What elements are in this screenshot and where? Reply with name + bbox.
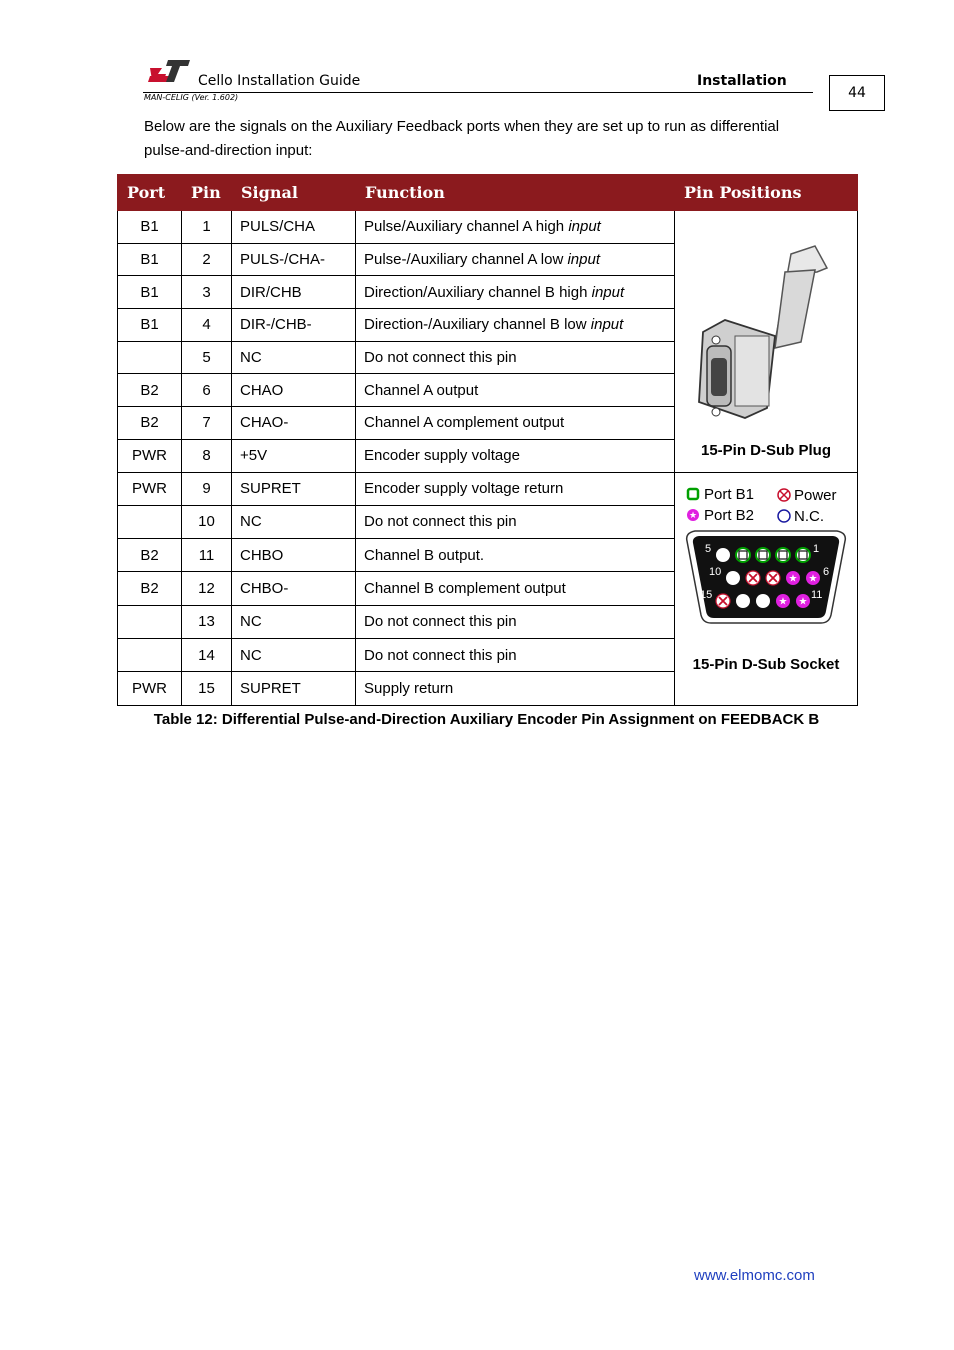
function-cell: Encoder supply voltage <box>356 439 675 472</box>
plug-image-cell <box>675 211 858 473</box>
signal-cell: CHBO <box>232 539 356 572</box>
function-cell: Channel B complement output <box>356 572 675 605</box>
function-cell: Do not connect this pin <box>356 638 675 671</box>
col-header-pin: Pin <box>182 175 232 211</box>
function-cell: Direction-/Auxiliary channel B low input <box>356 309 675 342</box>
table-caption: Table 12: Differential Pulse-and-Direction Auxiliary Encoder Pin Assignment on FEEDBACK B <box>153 711 820 728</box>
socket-label-6: 6 <box>823 565 830 578</box>
star-icon: ★ <box>778 596 788 607</box>
elmo-logo <box>148 58 190 86</box>
socket-pin-5 <box>716 548 730 562</box>
table-row <box>118 472 858 505</box>
pin-cell: 5 <box>182 341 232 374</box>
signal-cell: NC <box>232 341 356 374</box>
legend-power: Power <box>794 486 837 504</box>
pin-cell: 1 <box>182 211 232 244</box>
function-cell: Encoder supply voltage return <box>356 472 675 505</box>
signal-cell: CHAO <box>232 374 356 407</box>
port-cell <box>118 341 182 374</box>
dsub-plug-image <box>675 242 857 432</box>
legend-port-b2: Port B2 <box>704 506 755 524</box>
port-cell: B2 <box>118 539 182 572</box>
square-icon <box>779 551 787 559</box>
table-row <box>118 211 858 244</box>
pin-cell: 11 <box>182 539 232 572</box>
function-emphasis: input <box>567 251 600 269</box>
star-icon: ★ <box>798 596 808 607</box>
port-cell: B1 <box>118 243 182 276</box>
footer-link[interactable]: www.elmomc.com <box>694 1267 815 1284</box>
port-cell: PWR <box>118 439 182 472</box>
col-header-pin-positions: Pin Positions <box>675 175 858 211</box>
signal-cell: PULS/CHA <box>232 211 356 244</box>
socket-label-11: 11 <box>811 588 823 601</box>
port-cell: B1 <box>118 309 182 342</box>
signal-cell: NC <box>232 505 356 538</box>
intro-paragraph: Below are the signals on the Auxiliary Feedback ports when they are set up to run as differential pulse-and-direction input: <box>144 118 780 159</box>
function-cell: Channel B output. <box>356 539 675 572</box>
pin-cell: 12 <box>182 572 232 605</box>
signal-cell: NC <box>232 638 356 671</box>
socket-label-5: 5 <box>705 542 712 555</box>
signal-cell: DIR-/CHB- <box>232 309 356 342</box>
function-cell: Do not connect this pin <box>356 341 675 374</box>
square-icon <box>799 551 807 559</box>
signal-cell: +5V <box>232 439 356 472</box>
star-icon: ★ <box>688 509 698 520</box>
port-cell: B2 <box>118 572 182 605</box>
function-cell: Pulse/Auxiliary channel A high input <box>356 211 675 244</box>
socket-label-15: 15 <box>700 588 713 601</box>
document-title: Cello Installation Guide <box>198 73 361 89</box>
col-header-function: Function <box>356 175 675 211</box>
pin-cell: 4 <box>182 309 232 342</box>
legend-port-b1: Port B1 <box>704 485 755 503</box>
function-cell: Do not connect this pin <box>356 505 675 538</box>
star-icon: ★ <box>788 573 798 584</box>
signal-cell: SUPRET <box>232 672 356 705</box>
port-cell: PWR <box>118 472 182 505</box>
pin-cell: 9 <box>182 472 232 505</box>
page-number: 44 <box>829 75 885 111</box>
signal-cell: PULS-/CHA- <box>232 243 356 276</box>
port-cell: B1 <box>118 211 182 244</box>
socket-caption: 15-Pin D-Sub Socket <box>692 655 840 673</box>
function-cell: Supply return <box>356 672 675 705</box>
function-cell: Direction/Auxiliary channel B high input <box>356 276 675 309</box>
socket-pin-13 <box>756 594 770 608</box>
pin-cell: 7 <box>182 407 232 440</box>
socket-pin-10 <box>726 571 740 585</box>
pin-cell: 15 <box>182 672 232 705</box>
socket-pin-14 <box>736 594 750 608</box>
plug-caption: 15-Pin D-Sub Plug <box>700 441 831 459</box>
header-divider <box>143 92 813 93</box>
pin-assignment-table <box>117 174 858 706</box>
square-icon <box>739 551 747 559</box>
pin-cell: 14 <box>182 638 232 671</box>
port-cell: B2 <box>118 374 182 407</box>
pin-cell: 8 <box>182 439 232 472</box>
pin-cell: 3 <box>182 276 232 309</box>
legend-nc: N.C. <box>794 507 824 525</box>
function-cell: Channel A output <box>356 374 675 407</box>
function-cell: Do not connect this pin <box>356 605 675 638</box>
port-cell: PWR <box>118 672 182 705</box>
function-emphasis: input <box>568 218 601 236</box>
port-cell <box>118 605 182 638</box>
port-cell: B2 <box>118 407 182 440</box>
socket-image-cell <box>675 472 858 705</box>
function-emphasis: input <box>590 316 624 334</box>
signal-cell: CHBO- <box>232 572 356 605</box>
star-icon: ★ <box>808 573 818 584</box>
port-cell <box>118 638 182 671</box>
dsub-socket-image <box>675 473 857 633</box>
signal-cell: SUPRET <box>232 472 356 505</box>
port-cell <box>118 505 182 538</box>
document-version: MAN-CELIG (Ver. 1.602) <box>144 93 239 102</box>
port-cell: B1 <box>118 276 182 309</box>
function-cell: Pulse-/Auxiliary channel A low input <box>356 243 675 276</box>
signal-cell: DIR/CHB <box>232 276 356 309</box>
section-title: Installation <box>697 73 787 89</box>
pin-cell: 2 <box>182 243 232 276</box>
table-header-row <box>118 175 858 211</box>
function-cell: Channel A complement output <box>356 407 675 440</box>
signal-cell: CHAO- <box>232 407 356 440</box>
pin-cell: 10 <box>182 505 232 538</box>
socket-label-10: 10 <box>709 565 722 578</box>
pin-cell: 13 <box>182 605 232 638</box>
signal-cell: NC <box>232 605 356 638</box>
pin-cell: 6 <box>182 374 232 407</box>
legend <box>687 486 837 525</box>
col-header-port: Port <box>118 175 182 211</box>
square-icon <box>759 551 767 559</box>
socket-label-1: 1 <box>813 542 820 555</box>
col-header-signal: Signal <box>232 175 356 211</box>
function-emphasis: input <box>591 283 625 301</box>
